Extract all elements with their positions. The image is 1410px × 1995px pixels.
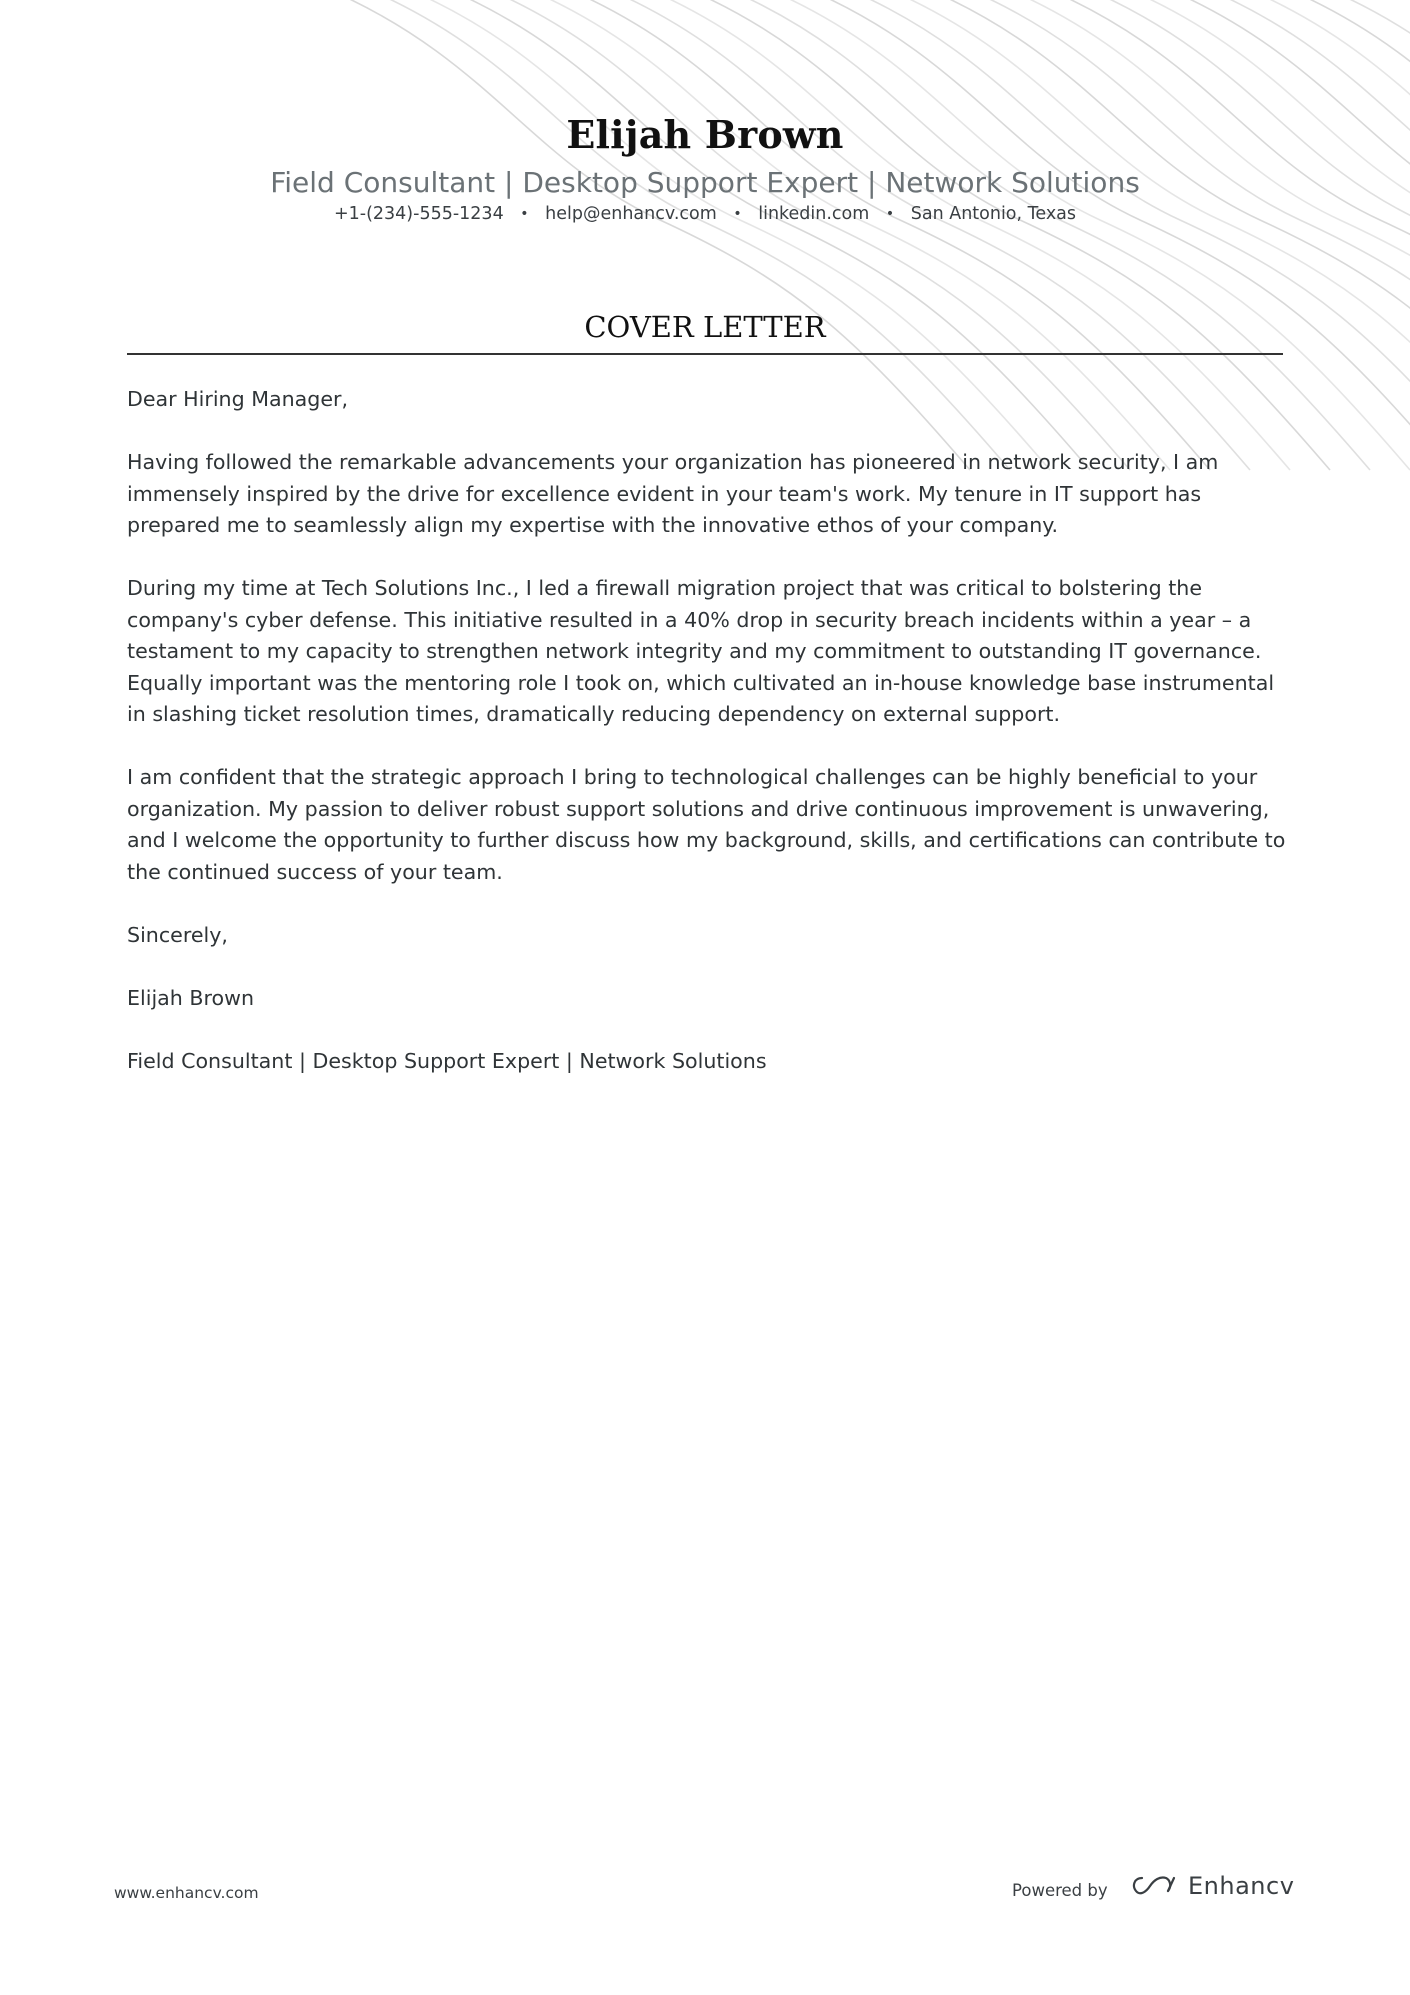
bullet-separator: • <box>733 206 742 222</box>
brand-name: Enhancv <box>1188 1872 1295 1900</box>
letter-paragraph: Having followed the remarkable advancements your organization has pioneered in network security, I am immensely inspired by the drive for excellence evident in your team's work. My tenure in IT support has prepared me to seamlessly align my expertise with the innovative ethos of your company. <box>127 450 1219 537</box>
letter-greeting: Dear Hiring Manager, <box>127 387 349 411</box>
applicant-name: Elijah Brown <box>566 112 844 157</box>
enhancv-logo-icon <box>1130 1874 1176 1898</box>
contact-location: San Antonio, Texas <box>910 204 1077 224</box>
brand-logo <box>1130 1872 1294 1900</box>
contact-linkedin: linkedin.com <box>758 204 870 224</box>
signature-title: Field Consultant | Desktop Support Expert | Network Solutions <box>127 1048 767 1073</box>
contact-info <box>0 202 1410 227</box>
contact-phone: +1-(234)-555-1234 <box>333 204 504 224</box>
signature-name: Elijah Brown <box>127 985 255 1010</box>
letter-paragraph: I am confident that the strategic approach I bring to technological challenges can be highly beneficial to your organization. My passion to deliver robust support solutions and drive continuous improvement is unwavering, and I welcome the opportunity to further discuss how my background, skills, and certifications can contribute to the continued success of your team. <box>127 765 1286 884</box>
letter-paragraph: During my time at Tech Solutions Inc., I led a firewall migration project that was critical to bolstering the company's cyber defense. This initiative resulted in a 40% drop in security breach incidents within a year – a testament to my capacity to strengthen network integrity and my commitment to outstanding IT governance. Equally important was the mentoring role I took on, which cultivated an in-house knowledge base instrumental in slashing ticket resolution times, dramatically reducing dependency on external support. <box>127 576 1275 726</box>
section-title: COVER LETTER <box>584 310 826 344</box>
footer-url: www.enhancv.com <box>114 1884 259 1902</box>
contact-email: help@enhancv.com <box>545 204 717 224</box>
header <box>0 110 1410 227</box>
bullet-separator: • <box>520 206 529 222</box>
bullet-separator: • <box>885 206 895 222</box>
letter-body <box>127 384 1287 1109</box>
letter-closing: Sincerely, <box>127 922 228 947</box>
powered-by-label: Powered by <box>1012 1881 1108 1900</box>
section-divider <box>127 353 1283 355</box>
applicant-tagline: Field Consultant | Desktop Support Expert | Network Solutions <box>270 166 1140 199</box>
